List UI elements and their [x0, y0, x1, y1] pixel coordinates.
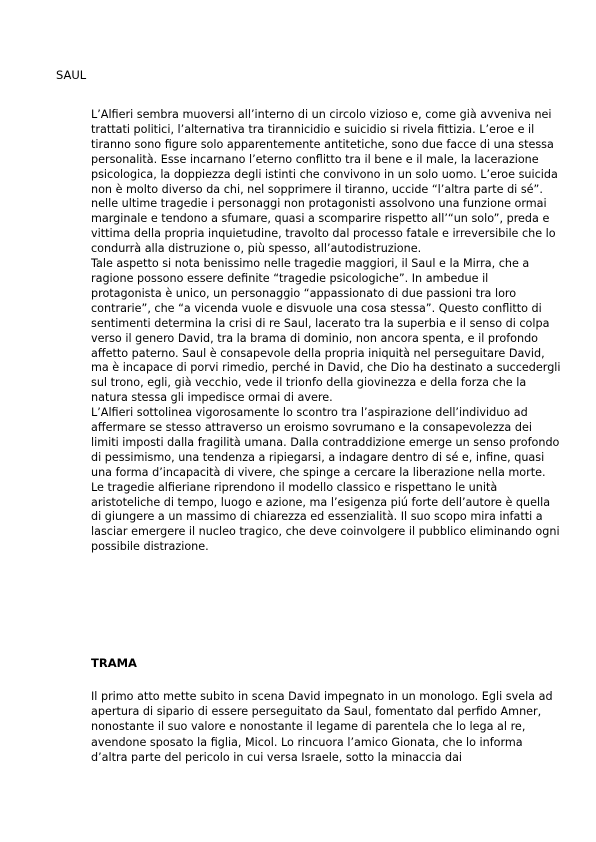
paragraph-4: Le tragedie alfieriane riprendono il modello classico e rispettano le unità aristoteliche di tempo, luogo e azione, ma l’esigenza piú forte dell’autore è quella di giungere a un massimo di chiarezza ed essenzialità. Il suo scopo mira infatti a lasciar emergere il nucleo tragico, che deve coinvolgere il pubblico eliminando ogni possibile distrazione.: [91, 480, 560, 554]
plot-text-block: [91, 689, 561, 765]
document-title: SAUL: [56, 68, 87, 82]
section-heading-trama: TRAMA: [91, 656, 137, 670]
intro-text-block: [91, 108, 561, 555]
paragraph-3: L’Alfieri sottolinea vigorosamente lo scontro tra l’aspirazione dell’individuo ad affermare se stesso attraverso un eroismo sovrumano e la consapevolezza dei limiti imposti dalla fragilità umana. Dalla contraddizione emerge un senso profondo di pessimismo, una tendenza a ripiegarsi, a indagare dentro di sé e, infine, quasi una forma d’incapacità di vivere, che spinge a cercare la liberazione nella morte.: [91, 406, 560, 479]
plot-paragraph: Il primo atto mette subito in scena David impegnato in un monologo. Egli svela ad apertura di sipario di essere perseguitato da Saul, fomentato dal perfido Amner, nonostante il suo valore e nonostante il legame di parentela che lo lega al re, avendone sposato la figlia, Micol. Lo rincuora l’amico Gionata, che lo informa d’altra parte del pericolo in cui versa Israele, sotto la minaccia dai: [91, 690, 553, 764]
paragraph-1: L’Alfieri sembra muoversi all’interno di un circolo vizioso e, come già avveniva nei trattati politici, l’alternativa tra tirannicidio e suicidio si rivela fittizia. L’eroe e il tiranno sono figure solo apparentemente antitetiche, sono due facce di una stessa personalità. Esse incarnano l’eterno conflitto tra il bene e il male, la lacerazione psicologica, la doppiezza degli istinti che convivono in un solo uomo. L’eroe suicida non è molto diverso da chi, nel sopprimere il tiranno, uccide “l’altra parte di sé”. nelle ultime tragedie i personaggi non protagonisti assolvono una funzione ormai marginale e tendono a sfumare, quasi a scomparire rispetto all’“un solo”, preda e vittima della propria inquietudine, travolto dal processo fatale e irreversibile che lo condurrà alla distruzione o, più spesso, all’autodistruzione.: [91, 108, 558, 256]
paragraph-2: Tale aspetto si nota benissimo nelle tragedie maggiori, il Saul e la Mirra, che a ragione possono essere definite “tragedie psicologiche”. In ambedue il protagonista è unico, un personaggio “appassionato di due passioni tra loro contrarie”, che “a vicenda vuole e disvuole una cosa stessa”. Questo conflitto di sentimenti determina la crisi di re Saul, lacerato tra la superbia e il senso di colpa verso il genero David, tra la brama di dominio, non ancora spenta, e il profondo affetto paterno. Saul è consapevole della propria iniquità nel perseguitare David, ma è incapace di porvi rimedio, perché in David, che Dio ha destinato a succedergli sul trono, egli, già vecchio, vede il trionfo della giovinezza e della forza che la natura stessa gli impedisce ormai di avere.: [91, 257, 561, 405]
